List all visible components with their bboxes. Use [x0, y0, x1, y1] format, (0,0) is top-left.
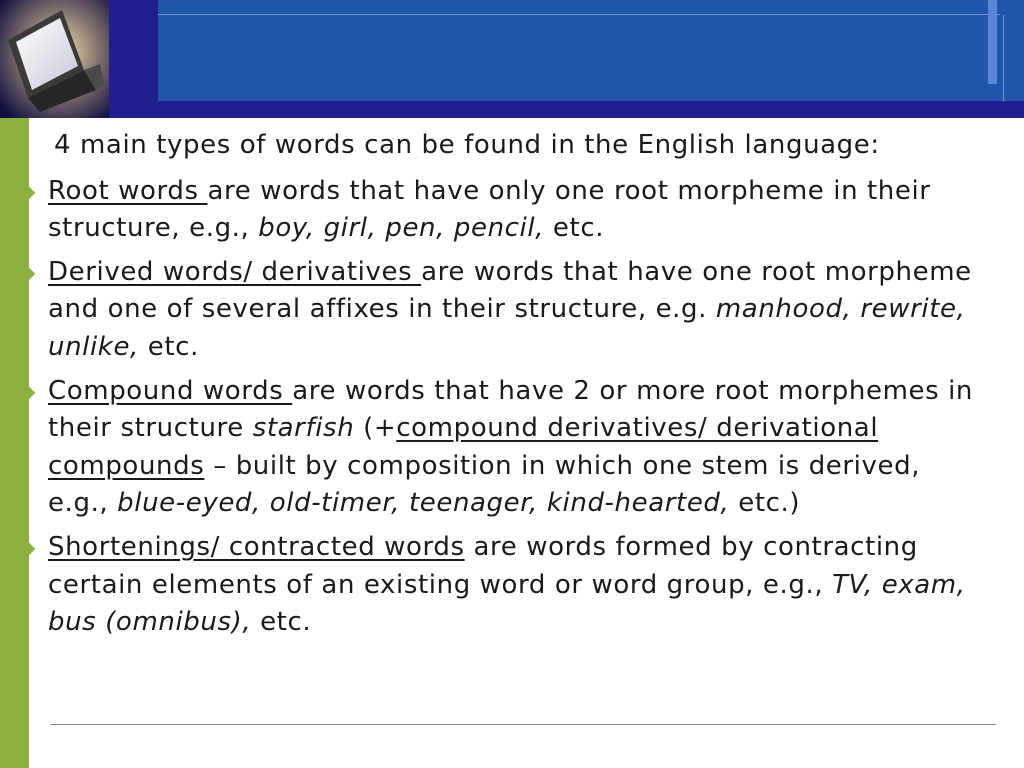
left-accent-bar [0, 118, 29, 768]
definition-text: are words that have only one root morpheme in their structure, e.g., [48, 175, 931, 244]
definition-text: are words that have one root morpheme and one of several affixes in their structure, e.g. [48, 256, 972, 325]
term-derived-words: Derived words/ derivatives [48, 256, 422, 287]
computer-monitor-icon [0, 0, 109, 118]
term-compound-words: Compound words [48, 375, 293, 406]
examples-text: boy, girl, pen, pencil, [258, 213, 545, 244]
bullet-icon: ◆ [23, 537, 36, 557]
etc-text: etc.) [729, 488, 801, 519]
header-accent-line [1003, 15, 1004, 101]
header-line [158, 14, 1000, 15]
examples-text: TV, exam, bus (omnibus), [48, 569, 966, 638]
header-logo-spacer [109, 0, 158, 118]
bullet-icon: ◆ [23, 181, 36, 201]
term-compound-derivatives: compound derivatives/ derivational compounds [48, 413, 879, 481]
etc-text: etc. [138, 331, 199, 362]
composition-text: – built by composition in which one stem is derived, e.g., [48, 450, 921, 519]
term-shortenings: Shortenings/ contracted words [48, 531, 465, 562]
etc-text: etc. [544, 213, 605, 244]
footer-divider [50, 724, 996, 725]
header-accent-bar [988, 0, 997, 84]
list-item-root-words [23, 173, 988, 248]
list-item-compound-words [23, 373, 988, 523]
slide-body [23, 127, 988, 648]
list-item-shortenings [23, 529, 988, 642]
term-root-words: Root words [48, 175, 208, 206]
bullet-icon: ◆ [23, 381, 36, 401]
bullet-icon: ◆ [23, 262, 36, 282]
examples-text: manhood, rewrite, unlike, [48, 294, 966, 362]
paren-open-text: (+ [354, 413, 397, 444]
definition-text: are words that have 2 or more root morphemes in their structure [48, 375, 974, 444]
definition-text: are words formed by contracting certain elements of an existing word or word group, e.g., [48, 531, 918, 600]
intro-text: 4 main types of words can be found in the English language: [54, 130, 880, 160]
header-blue-panel [158, 0, 1024, 101]
examples-text: blue-eyed, old-timer, teenager, kind-hearted, [117, 488, 730, 519]
example-starfish: starfish [252, 413, 355, 444]
list-item-derived-words [23, 254, 988, 367]
etc-text: etc. [251, 607, 312, 638]
